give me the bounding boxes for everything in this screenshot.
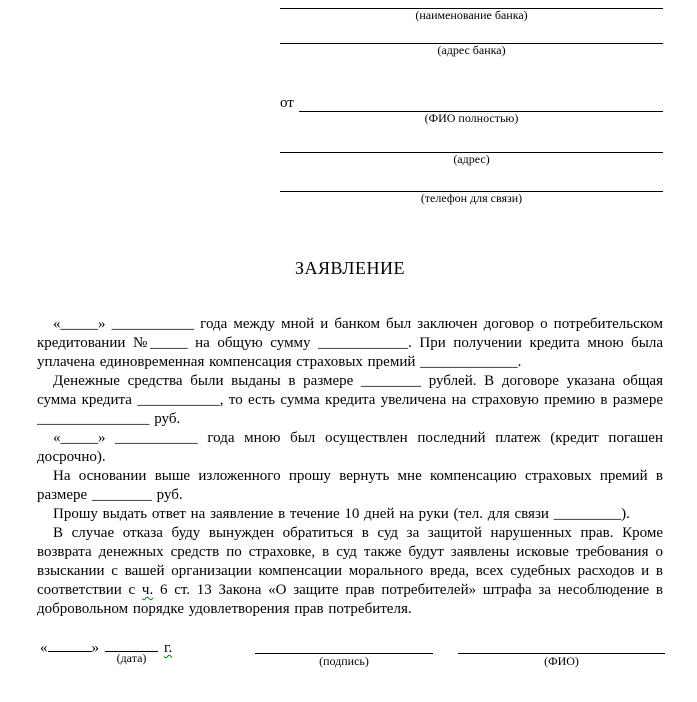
paragraph-last-payment: «_____» ___________ года мною был осуществлен последний платеж (кредит погашен досрочно). <box>37 430 663 465</box>
fio-label: (ФИО) <box>544 654 579 668</box>
date-quote-close: » <box>91 640 99 656</box>
date-day-blank[interactable] <box>48 637 92 652</box>
applicant-name-field <box>280 92 663 125</box>
paragraph-court-warning <box>37 524 663 619</box>
bank-name-label: (наименование банка) <box>415 8 528 22</box>
signature-label: (подпись) <box>319 654 369 668</box>
date-month-blank[interactable] <box>105 637 158 665</box>
date-quote-open: « <box>40 640 48 656</box>
applicant-phone-label: (телефон для связи) <box>420 191 523 205</box>
applicant-address-field <box>280 145 663 166</box>
recipient-header <box>280 1 663 205</box>
date-field <box>40 637 173 665</box>
court-warning-text-start: В случае отказа буду вынужден обратиться в суд за защитой нарушенных прав. Кроме возврата денежных средств по страховке, в суд также будут заявлены исковые требования о взыскании с вашей организации компенсации морального вреда, всех судебных расходов и в соответствии с <box>37 525 663 598</box>
bank-address-field <box>280 36 663 57</box>
paragraph-response-request: Прошу выдать ответ на заявление в течение 10 дней на руки (тел. для связи _________). <box>53 506 630 522</box>
date-suffix: г. <box>164 640 173 656</box>
signature-footer <box>37 637 663 683</box>
from-row <box>280 92 663 112</box>
document-title: ЗАЯВЛЕНИЕ <box>294 258 406 278</box>
bank-address-label: (адрес банка) <box>437 43 506 57</box>
applicant-phone-field <box>280 184 663 205</box>
paragraph-refund-request: На основании выше изложенного прошу вернуть мне компенсацию страховых премий в размере ________ руб. <box>37 468 663 503</box>
paragraph-funds: Денежные средства были выданы в размере ________ рублей. В договоре указана общая сумма кредита ___________, то есть сумма кредита увеличена на страховую премию в размере _______________ руб. <box>37 373 663 427</box>
from-prefix: от <box>280 95 294 111</box>
paragraph-agreement: «_____» ___________ года между мной и банком был заключен договор о потребительском кредитовании №_____ на общую сумму ____________. При получении кредита мною была уплачена единовременная компенсация страховых премий _____________. <box>37 316 663 370</box>
signature-field <box>255 637 433 668</box>
applicant-name-line[interactable] <box>299 91 663 112</box>
bank-name-field <box>280 1 663 22</box>
applicant-address-label: (адрес) <box>453 152 490 166</box>
applicant-name-label: (ФИО полностью) <box>424 111 519 125</box>
fio-field <box>458 637 665 668</box>
date-label: (дата) <box>116 651 147 665</box>
grammar-marked-word: ч. <box>141 582 154 598</box>
document-body <box>37 315 663 619</box>
fio-line[interactable] <box>458 637 665 654</box>
signature-line[interactable] <box>255 637 433 654</box>
court-warning-text-end: 6 ст. 13 Закона «О защите прав потребителей» штрафа за несоблюдение в добровольном порядке удовлетворения прав потребителя. <box>37 582 663 617</box>
